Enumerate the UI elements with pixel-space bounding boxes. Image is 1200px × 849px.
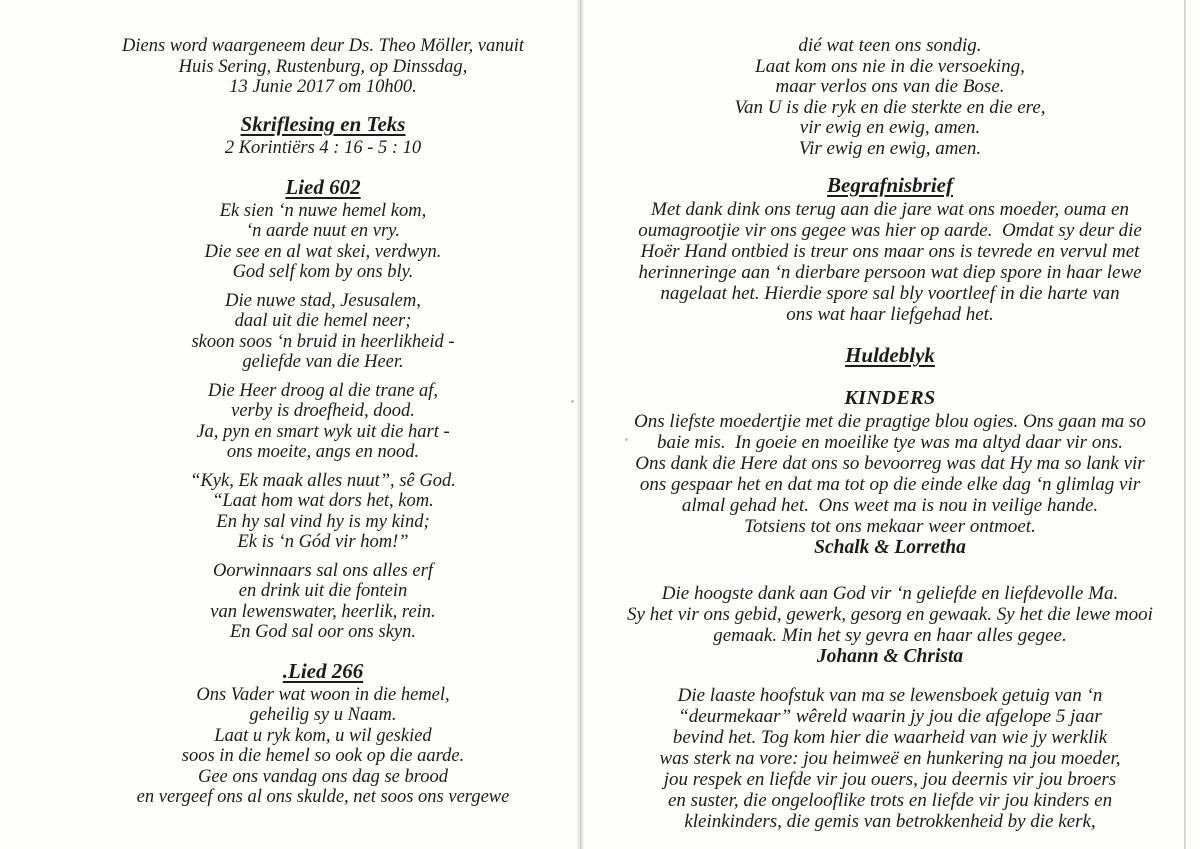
service-details	[84, 36, 562, 98]
text-line: Totsiens tot ons mekaar weer ontmoet.	[744, 516, 1036, 537]
text-line: Die see en al wat skei, verdwyn.	[204, 241, 442, 262]
heading-huldeblyk: Huldeblyk	[845, 343, 935, 367]
text-line: Gee ons vandag ons dag se brood	[197, 766, 449, 787]
text-line: Hoër Hand ontbied is treur ons maar ons is tevrede en vervul met	[640, 241, 1140, 262]
heading-begrafnisbrief: Begrafnisbrief	[827, 173, 953, 197]
text-line: ons wat haar liefgehad het.	[786, 304, 994, 325]
prayer-ending	[610, 36, 1170, 159]
text-line: Ek is ‘n Gód vir hom!”	[237, 532, 409, 552]
text-line: Die nuwe stad, Jesusalem,	[225, 290, 421, 311]
text-line: jou respek en liefde vir jou ouers, jou deernis vir jou broers	[663, 769, 1117, 790]
heading-lied-266: .Lied 266	[282, 658, 364, 683]
text-line: maar verlos ons van die Bose.	[775, 76, 1005, 97]
text-line: ons gespaar het en dat ma tot op die einde elke dag ‘n glimlag vir	[639, 474, 1141, 495]
text-line: Ons dank die Here dat ons so bevoorreg was dat Hy ma so lank vir	[635, 453, 1145, 474]
text-line: bevind het. Tog kom hier die waarheid van wie jy werklik	[672, 727, 1108, 748]
text-line: soos in die hemel so ook op die aarde.	[181, 746, 465, 766]
text-line: geheilig sy u Naam.	[249, 705, 397, 725]
text-line: “Kyk, Ek maak alles nuut”, sê God.	[190, 470, 456, 491]
text-line: daal uit die hemel neer;	[234, 311, 412, 331]
text-line: “Laat hom wat dors het, kom.	[212, 491, 434, 511]
text-line: Van U is die ryk en die sterkte en die ere,	[734, 96, 1046, 118]
text-line: nagelaat het. Hierdie spore sal bly voortleef in die harte van	[660, 283, 1120, 304]
text-line: was sterk na vore: jou heimweë en hunkering na jou moeder,	[659, 748, 1121, 769]
text-line: ‘n aarde nuut en vry.	[246, 221, 400, 241]
text-line: Ja, pyn en smart wyk uit die hart -	[196, 421, 450, 442]
johann-christa-tribute	[610, 583, 1170, 646]
text-line: Ek sien ‘n nuwe hemel kom,	[219, 200, 427, 221]
text-line: skoon soos ‘n bruid in heerlikheid -	[191, 331, 455, 352]
text-line: gemaak. Min het sy gevra en haar alles gegee.	[713, 625, 1067, 646]
text-line: “deurmekaar” wêreld waarin jy jou die afgelope 5 jaar	[678, 706, 1102, 727]
text-line: geliefde van die Heer.	[242, 352, 404, 372]
text-line: kleinkinders, die gemis van betrokkenheid by die kerk,	[684, 811, 1096, 832]
text-line: ons moeite, angs en nood.	[226, 442, 420, 462]
text-line: En hy sal vind hy is my kind;	[216, 511, 430, 532]
text-line: en vergeef ons al ons skulde, net soos ons vergewe	[136, 787, 510, 807]
text-line: Die Heer droog al die trane af,	[207, 380, 438, 401]
text-line: Huis Sering, Rustenburg, op Dinssdag,	[178, 56, 468, 77]
text-line: en drink uit die fontein	[238, 581, 408, 601]
text-line: Laat kom ons nie in die versoeking,	[755, 55, 1025, 77]
heading-lied-602: Lied 602	[285, 174, 361, 199]
scripture-reference: 2 Korintiërs 4 : 16 - 5 : 10	[224, 137, 422, 158]
text-line: God self kom by ons bly.	[232, 262, 414, 282]
text-line: van lewenswater, heerlik, rein.	[210, 601, 436, 622]
signature-johann-christa: Johann & Christa	[816, 646, 964, 667]
text-line: en suster, die ongelooflike trots en liefde vir jou kinders en	[667, 790, 1113, 811]
center-fold-line	[576, 0, 584, 849]
text-line: Ons Vader wat woon in die hemel,	[196, 684, 450, 705]
text-line: Vir ewig en ewig, amen.	[798, 137, 982, 159]
text-line: Die laaste hoofstuk van ma se lewensboek getuig van ‘n	[677, 685, 1103, 706]
begrafnisbrief-text	[610, 199, 1170, 325]
page-edge-line	[1184, 0, 1186, 849]
text-line: Met dank dink ons terug aan die jare wat ons moeder, ouma en	[651, 199, 1129, 220]
lied602-stanza-5	[84, 561, 562, 643]
text-line: Die hoogste dank aan God vir ‘n geliefde en liefdevolle Ma.	[661, 583, 1119, 604]
text-line: verby is droefheid, dood.	[231, 401, 415, 421]
text-line: Sy het vir ons gebid, gewerk, gesorg en gewaak. Sy het die lewe mooi	[627, 604, 1153, 625]
heading-skriflesing: Skriflesing en Teks	[240, 111, 406, 136]
left-page	[84, 36, 562, 808]
dust-speck	[571, 400, 574, 403]
text-line: Diens word waargeneem deur Ds. Theo Möller, vanuit	[122, 36, 524, 56]
text-line: En God sal oor ons skyn.	[229, 622, 417, 642]
text-line: 13 Junie 2017 om 10h00.	[229, 77, 417, 97]
subheading-kinders: KINDERS	[844, 387, 936, 409]
lied266-stanza	[84, 685, 562, 808]
text-line: baie mis. In goeie en moeilike tye was ma altyd daar vir ons.	[657, 432, 1123, 453]
text-line: Ons liefste moedertjie met die pragtige blou ogies. Ons gaan ma so	[634, 411, 1146, 432]
text-line: Oorwinnaars sal ons alles erf	[213, 560, 433, 581]
signature-schalk-lorretha: Schalk & Lorretha	[814, 537, 966, 558]
right-page	[610, 36, 1170, 832]
text-line: dié wat teen ons sondig.	[798, 35, 982, 56]
text-line: Laat u ryk kom, u wil geskied	[214, 725, 432, 746]
text-line: almal gehad het. Ons weet ma is nou in veilige hande.	[681, 495, 1099, 516]
text-line: herinneringe aan ‘n dierbare persoon wat diep spore in haar lewe	[638, 262, 1142, 283]
final-tribute	[610, 685, 1170, 832]
kinders-tribute	[610, 411, 1170, 537]
lied602-stanza-1	[84, 201, 562, 283]
text-line: oumagrootjie vir ons gegee was hier op aarde. Omdat sy deur die	[638, 220, 1142, 241]
text-line: vir ewig en ewig, amen.	[799, 117, 981, 138]
lied602-stanza-3	[84, 381, 562, 463]
lied602-stanza-2	[84, 291, 562, 373]
lied602-stanza-4	[84, 471, 562, 553]
